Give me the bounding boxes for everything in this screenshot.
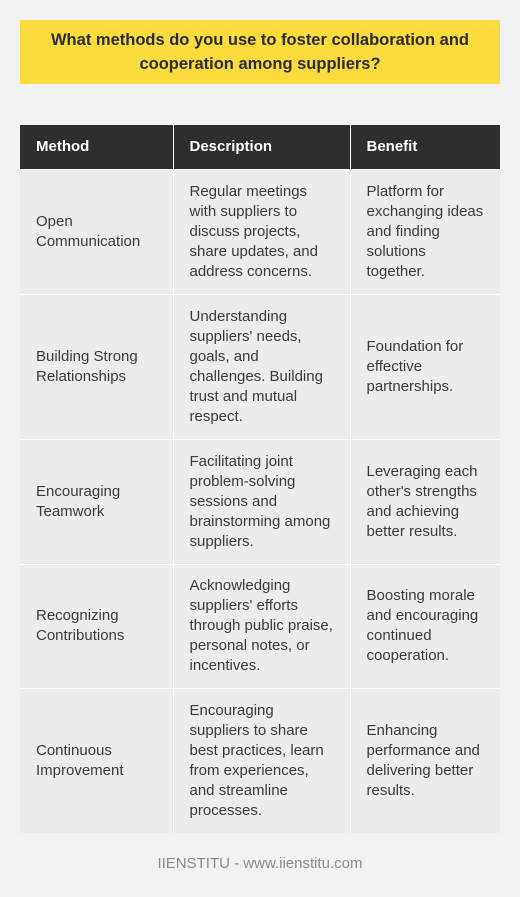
column-header-method: Method — [20, 125, 173, 169]
method-cell: Continuous Improvement — [20, 688, 173, 833]
benefit-cell: Platform for exchanging ideas and finding solutions together. — [350, 169, 500, 294]
column-header-benefit: Benefit — [350, 125, 500, 169]
footer-credit: IIENSTITU - www.iienstitu.com — [157, 855, 363, 872]
method-cell: Encouraging Teamwork — [20, 439, 173, 564]
table-row — [20, 294, 500, 439]
method-cell: Open Communication — [20, 169, 173, 294]
benefit-cell: Foundation for effective partnerships. — [350, 294, 500, 439]
description-cell: Acknowledging suppliers' efforts through public praise, personal notes, or incentives. — [173, 564, 350, 688]
benefit-cell: Leveraging each other's strengths and achieving better results. — [350, 439, 500, 564]
table-row — [20, 564, 500, 688]
table-row — [20, 439, 500, 564]
page-title: What methods do you use to foster collaboration and cooperation among suppliers? — [50, 31, 470, 73]
table-header-row — [20, 125, 500, 169]
benefit-cell: Enhancing performance and delivering better results. — [350, 688, 500, 833]
methods-table — [20, 125, 500, 833]
method-cell: Building Strong Relationships — [20, 294, 173, 439]
description-cell: Facilitating joint problem-solving sessions and brainstorming among suppliers. — [173, 439, 350, 564]
description-cell: Encouraging suppliers to share best practices, learn from experiences, and streamline processes. — [173, 688, 350, 833]
title-banner — [20, 20, 500, 84]
description-cell: Regular meetings with suppliers to discuss projects, share updates, and address concerns. — [173, 169, 350, 294]
benefit-cell: Boosting morale and encouraging continued cooperation. — [350, 564, 500, 688]
description-cell: Understanding suppliers' needs, goals, and challenges. Building trust and mutual respect. — [173, 294, 350, 439]
table-row — [20, 169, 500, 294]
method-cell: Recognizing Contributions — [20, 564, 173, 688]
table-row — [20, 688, 500, 833]
column-header-description: Description — [173, 125, 350, 169]
